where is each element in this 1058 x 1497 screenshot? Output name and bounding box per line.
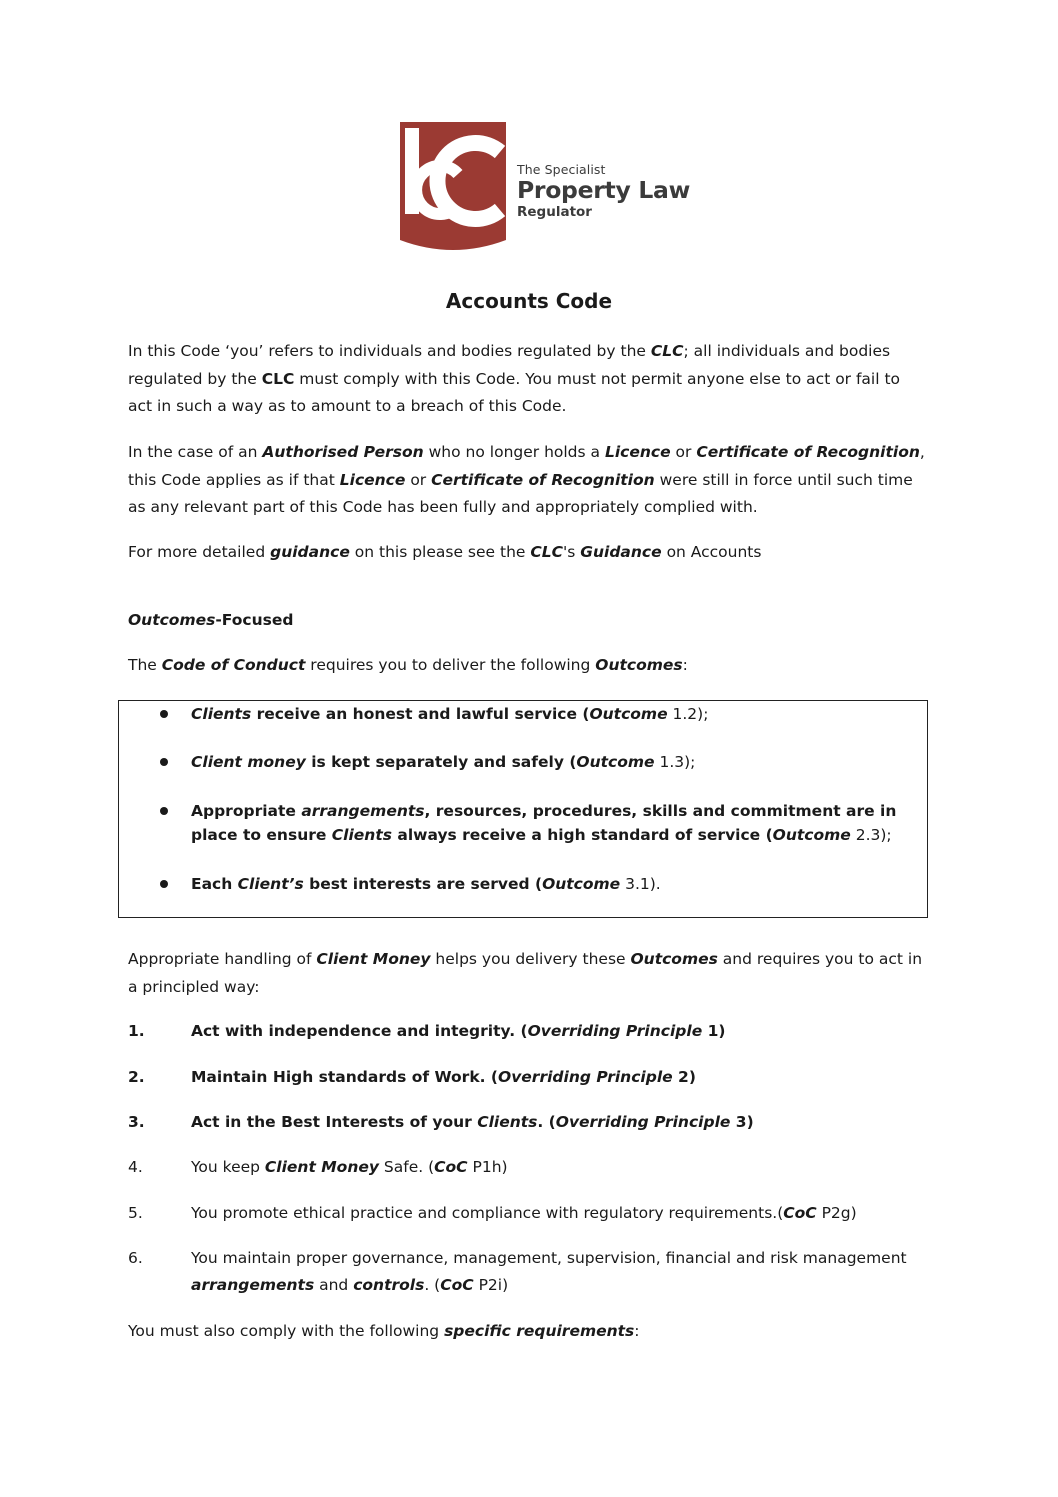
handling-paragraph: Appropriate handling of Client Money helps you delivery these Outcomes and requires you to act in a principled way: — [128, 950, 923, 996]
page-title: Accounts Code — [445, 289, 613, 313]
outcome-item: Each Client’s best interests are served (Outcome 3.1). — [191, 875, 661, 893]
intro-paragraph-1: In this Code ‘you’ refers to individuals and bodies regulated by the CLC; all individuals and bodies regulated by the CLC must comply with this Code. You must not permit anyone else to act or fail to act in such a way as to amount to a breach of this Code. — [128, 342, 901, 415]
bullet-icon — [160, 758, 168, 766]
outcomes-intro: The Code of Conduct requires you to deliver the following Outcomes: — [128, 656, 688, 674]
document-page: The Specialist Property Law Regulator Accounts Code In this Code ‘you’ refers to individuals and bodies regulated by the CLC; all individuals and bodies regulated by the CLC must comply with this Code. You must not permit anyone else to act or fail to act in such a way as to amount to a breach of this Code. In the case of an Authorised Person who no longer holds a Licence or Certificate of Recognition, this Code applies as if that Licence or Certificate of Recognition were still in force until such time as any relevant part of this Code has been fully and appropriately complied with. For more detailed guidance on this please see the CLC's Guidance on Accounts Outcomes-Focused The Code of Conduct requires you to deliver the following Outcomes: Clients receive an honest and lawful service (Outcome 1.2); Client money is kept separately and safely (Outcome 1.3); Appropriate arrangements, resources, procedures, skills and commitment are in place to ensure Clients always receive a high standard of service (Outcome 2.3); Each Client’s best interests are served (Outcome 3.1). Appropriate handling of Client Money helps you delivery these Outcomes and requires you to act in a principled way: 1. Act with independence and integrity. (Overriding Principle 1) 2. Maintain High standards of Work. (Overriding Principle 2) 3. Act in the Best Interests of your Clients. (Overriding Principle 3) 4. You keep Client Money Safe. (CoC P1h) 5. You promote ethical practice and compliance with regulatory requirements.(CoC P2g) 6. You maintain proper governance, management, supervision, financial and risk management arrangements and controls. (CoC P2i) You must also comply with the following specific requirements: — [0, 0, 1058, 1497]
logo-wordmark — [517, 162, 690, 221]
outcome-item: Client money is kept separately and safely (Outcome 1.3); — [191, 753, 696, 771]
closing-paragraph: You must also comply with the following specific requirements: — [128, 1322, 640, 1340]
outcome-item: Appropriate arrangements, resources, procedures, skills and commitment are in place to ensure Clients always receive a high standard of service (Outcome 2.3); — [191, 802, 897, 844]
bullet-icon — [160, 710, 168, 718]
bullet-icon — [160, 807, 168, 815]
clc-shield-icon — [400, 122, 506, 254]
outcomes-heading: Outcomes-Focused — [128, 611, 294, 629]
bullet-icon — [160, 880, 168, 888]
logo-subtitle: Regulator — [517, 204, 592, 220]
logo-tagline: The Specialist — [517, 162, 606, 177]
logo-name: Property Law — [517, 176, 690, 204]
intro-paragraph-2: In the case of an Authorised Person who no longer holds a Licence or Certificate of Recognition, this Code applies as if that Licence or Certificate of Recognition were still in force until such time as any relevant part of this Code has been fully and appropriately complied with. — [128, 443, 925, 516]
clc-logo — [400, 122, 710, 254]
intro-paragraph-3: For more detailed guidance on this please see the CLC's Guidance on Accounts — [128, 543, 762, 561]
outcome-item: Clients receive an honest and lawful service (Outcome 1.2); — [191, 705, 709, 723]
